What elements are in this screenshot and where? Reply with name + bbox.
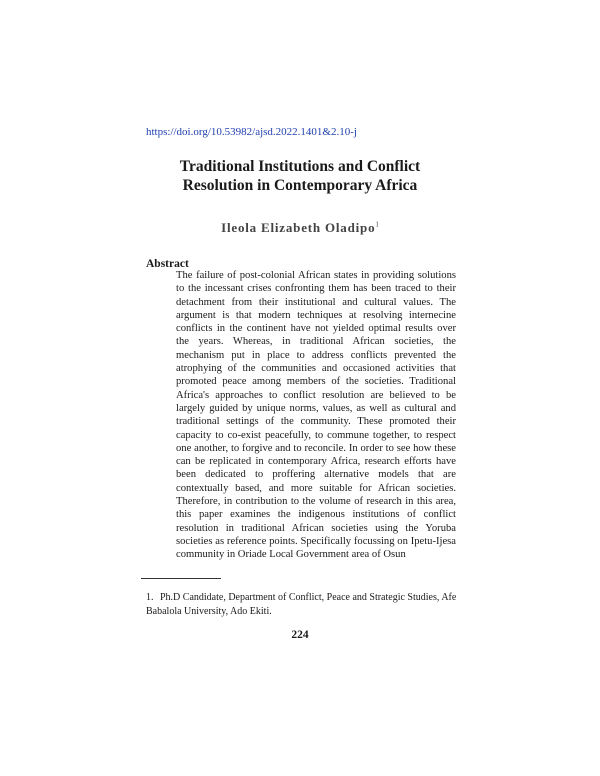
paper-title — [100, 157, 500, 195]
footnote-line-2: Babalola University, Ado Ekiti. — [146, 606, 272, 617]
doi-link[interactable]: https://doi.org/10.53982/ajsd.2022.1401&2.10-j — [146, 126, 357, 138]
abstract-heading: Abstract — [146, 258, 189, 270]
title-line-2: Resolution in Contemporary Africa — [182, 177, 418, 194]
author-text: Ileola Elizabeth Oladipo — [221, 220, 376, 235]
footnote-line-1: Ph.D Candidate, Department of Conflict, Peace and Strategic Studies, Afe — [160, 592, 457, 603]
page-number: 224 — [291, 629, 309, 641]
author-name — [100, 220, 500, 236]
footnote-divider — [141, 578, 221, 579]
footnote-number: 1. — [146, 592, 154, 603]
footnote — [146, 591, 462, 619]
title-line-1: Traditional Institutions and Conflict — [179, 158, 421, 175]
abstract-body: The failure of post-colonial African states in providing solutions to the incessant crises confronting them has been traced to their detachment from their institutional and cultural values. The argument is that modern techniques at resolving internecine conflicts in the continent have not yielded optimal results over the years. Whereas, in traditional African societies, the mechanism put in place to address conflicts prevented the atrophying of the communities and occasioned activities that promoted peace among members of the societies. Traditional Africa's approaches to conflict resolution are believed to be largely guided by unique norms, values, as well as cultural and traditional settings of the community. These promoted their capacity to co-exist peacefully, to commune together, to respect one another, to forgive and to reconcile. In order to see how these can be replicated in contemporary Africa, research efforts have been dedicated to proffering alternative models that are contextually based, and more suitable for African societies. Therefore, in contribution to the volume of research in this area, this paper examines the indigenous institutions of conflict resolution in traditional African societies using the Yoruba societies as reference points. Specifically focussing on Ipetu-Ijesa community in Oriade Local Government area of Osun — [176, 270, 456, 561]
author-footnote-mark: 1 — [375, 220, 379, 229]
